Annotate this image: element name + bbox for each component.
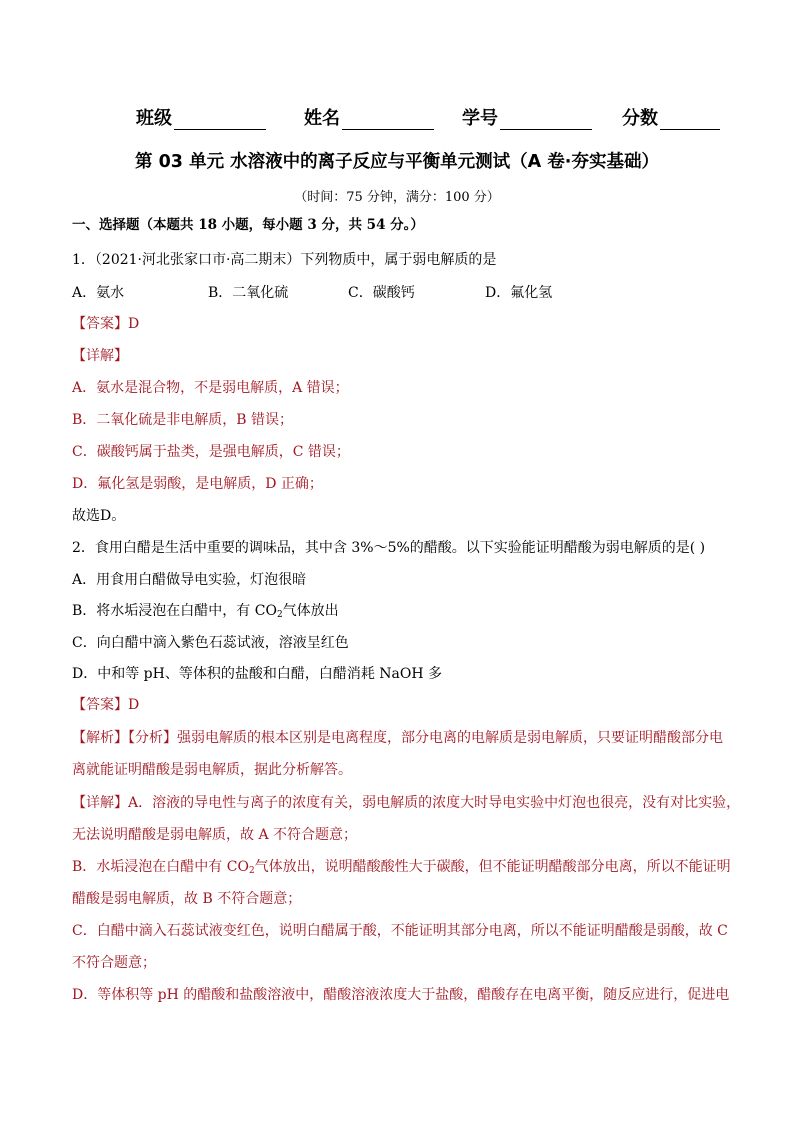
id-field <box>462 104 592 130</box>
detail-b-text-end: 气体放出，说明醋酸酸性大于碳酸，但不能证明醋酸部分电离，所以不能证明 <box>254 859 731 875</box>
q2-option-a: A．用食用白醋做导电实验，灯泡很暗 <box>72 572 307 588</box>
q1-detail-tag: 【详解】 <box>72 348 128 364</box>
q2-detail-d: D．等体积等 pH 的醋酸和盐酸溶液中，醋酸溶液浓度大于盐酸，醋酸存在电离平衡，随反应进行，促进电 <box>72 987 730 1003</box>
q1-option-a: A．氨水 <box>72 285 125 301</box>
q2-option-b-text-end: 气体放出 <box>282 603 339 619</box>
answer-value: D <box>128 316 140 332</box>
section-heading: 一、选择题（本题共 18 小题，每小题 3 分，共 54 分。） <box>72 217 424 233</box>
class-field <box>136 104 266 130</box>
id-label: 学号 <box>462 108 498 129</box>
class-label: 班级 <box>136 108 172 129</box>
q2-stem: 2．食用白醋是生活中重要的调味品，其中含 3%～5%的醋酸。以下实验能证明醋酸为弱电解质的是( ) <box>72 540 706 556</box>
score-blank[interactable] <box>660 109 720 130</box>
detail-b-text: B．水垢浸泡在白醋中有 CO <box>72 859 249 875</box>
q2-answer <box>72 695 139 715</box>
q1-conclusion: 故选D。 <box>72 508 126 524</box>
document-title: 第 03 单元 水溶液中的离子反应与平衡单元测试（A 卷·夯实基础） <box>135 152 659 172</box>
q2-analysis-cont: 离就能证明醋酸是弱电解质，据此分析解答。 <box>72 762 352 778</box>
q2-option-b <box>72 601 339 621</box>
class-blank[interactable] <box>174 109 266 130</box>
q2-analysis <box>72 728 723 748</box>
answer-value: D <box>128 697 140 713</box>
q2-option-d: D．中和等 pH、等体积的盐酸和白醋，白醋消耗 NaOH 多 <box>72 666 443 682</box>
score-label: 分数 <box>622 108 658 129</box>
q1-explanation-c: C．碳酸钙属于盐类，是强电解质，C 错误； <box>72 444 350 460</box>
q1-options <box>72 283 722 303</box>
detail-a-text: A．溶液的导电性与离子的浓度有关，弱电解质的浓度大时导电实验中灯泡也很亮，没有对比实验， <box>128 795 741 811</box>
q2-detail-a-cont: 无法说明醋酸是弱电解质，故 A 不符合题意； <box>72 827 358 843</box>
q2-detail-c-cont: 不符合题意； <box>72 955 156 971</box>
q2-detail-b-cont: 醋酸是弱电解质，故 B 不符合题意； <box>72 891 302 907</box>
id-blank[interactable] <box>500 109 592 130</box>
q1-explanation-b: B．二氧化硫是非电解质，B 错误； <box>72 412 294 428</box>
name-blank[interactable] <box>342 109 434 130</box>
score-field <box>622 104 720 130</box>
detail-tag: 【详解】 <box>72 795 128 811</box>
name-field <box>304 104 434 130</box>
q1-stem: 1．（2021·河北张家口市·高二期末）下列物质中，属于弱电解质的是 <box>72 252 497 268</box>
student-info-header <box>0 104 794 130</box>
q1-option-c: C．碳酸钙 <box>348 285 415 301</box>
analysis-text: 强弱电解质的根本区别是电离程度，部分电离的电解质是弱电解质，只要证明醋酸部分电 <box>177 730 723 746</box>
q2-option-b-subscript: 2 <box>276 610 283 620</box>
q2-detail-b <box>72 857 731 877</box>
q1-option-d: D．氟化氢 <box>485 285 553 301</box>
answer-tag: 【答案】 <box>72 697 128 713</box>
q2-detail-a <box>72 793 740 813</box>
q1-answer <box>72 314 139 334</box>
q2-option-b-text: B．将水垢浸泡在白醋中，有 CO <box>72 603 277 619</box>
document-subtitle: （时间：75 分钟，满分：100 分） <box>294 190 500 205</box>
q1-explanation-d: D．氟化氢是弱酸，是电解质，D 正确； <box>72 476 323 492</box>
detail-b-subscript: 2 <box>248 866 255 876</box>
q2-detail-c: C．白醋中滴入石蕊试液变红色，说明白醋属于酸，不能证明其部分电离，所以不能证明醋酸是弱酸，故 C <box>72 923 728 939</box>
q1-option-b: B．二氧化硫 <box>208 285 289 301</box>
name-label: 姓名 <box>304 108 340 129</box>
q2-option-c: C．向白醋中滴入紫色石蕊试液，溶液呈红色 <box>72 635 349 651</box>
answer-tag: 【答案】 <box>72 316 128 332</box>
analysis-tag: 【解析】【分析】 <box>72 730 177 746</box>
q1-explanation-a: A．氨水是混合物，不是弱电解质，A 错误； <box>72 380 349 396</box>
